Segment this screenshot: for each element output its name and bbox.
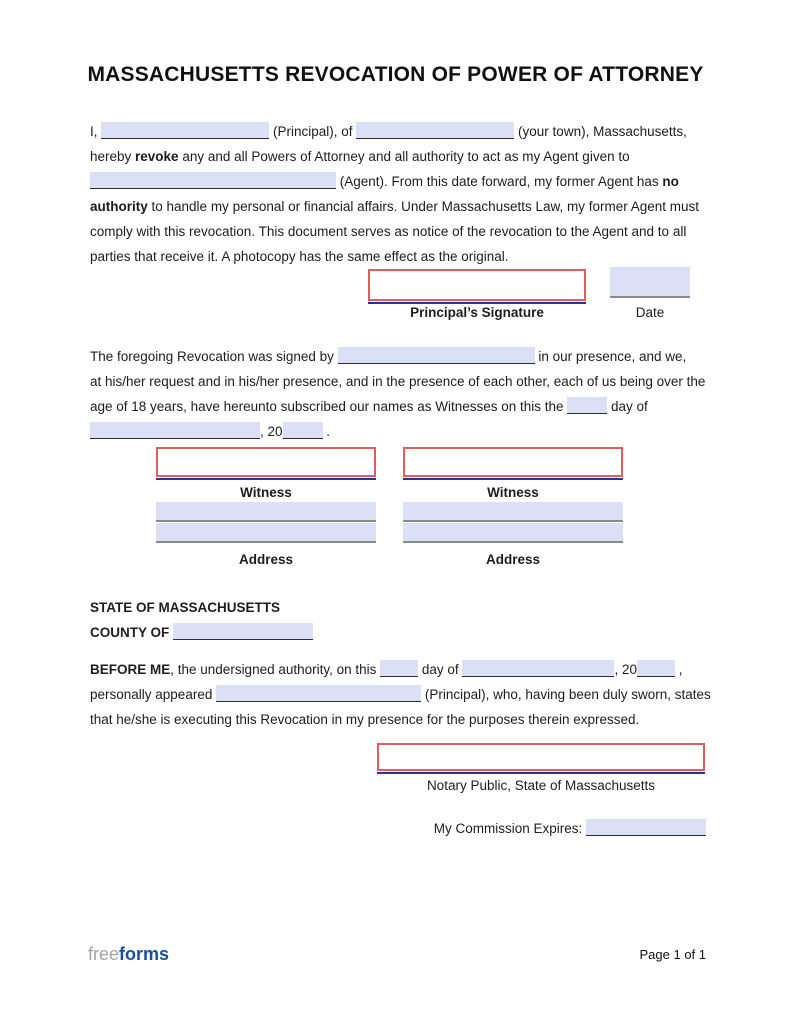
p3-line3: that he/she is executing this Revocation in my presence for the purposes therein expressed. <box>90 712 640 727</box>
witness-month-field[interactable] <box>90 422 260 439</box>
p1-text: (Principal), of <box>269 124 357 139</box>
p2-line4 <box>90 419 705 444</box>
witness2-label: Witness <box>487 485 539 500</box>
p1-line3 <box>90 169 699 194</box>
p2-line2: at his/her request and in his/her presence, and in the presence of each other, each of us being over the <box>90 374 706 389</box>
p3-text: day of <box>418 662 463 677</box>
county-field[interactable] <box>173 623 313 640</box>
p2-text: age of 18 years, have hereunto subscribed our names as Witnesses on this the <box>90 399 568 414</box>
p1-text: to handle my personal or financial affairs. Under Massachusetts Law, my former Agent must <box>147 199 700 214</box>
notary-public-label: Notary Public, State of Massachusetts <box>426 778 656 793</box>
witness1-address-label: Address <box>238 552 294 567</box>
p1-text: any and all Powers of Attorney and all authority to act as my Agent given to <box>178 149 630 164</box>
witness1-label: Witness <box>240 485 292 500</box>
p1-revoke-bold: revoke <box>135 149 179 164</box>
witness1-signature-field[interactable] <box>156 447 376 477</box>
principal-town-field[interactable] <box>356 122 514 139</box>
witness1-address-field-1[interactable] <box>156 502 376 522</box>
freeforms-logo <box>88 944 169 965</box>
witness2-address-field-1[interactable] <box>403 502 623 522</box>
witness2-signature-field[interactable] <box>403 447 623 477</box>
county-line <box>90 620 313 645</box>
p1-line2 <box>90 144 699 169</box>
p2-text: The foregoing Revocation was signed by <box>90 349 338 364</box>
p1-no-bold: no <box>662 174 679 189</box>
p2-text: day of <box>607 399 648 414</box>
p2-text: . <box>322 424 331 439</box>
p2-text: in our presence, and we, <box>534 349 687 364</box>
p3-text: personally appeared <box>90 687 217 702</box>
p2-line1 <box>90 344 705 369</box>
p1-text: (your town), Massachusetts, <box>514 124 687 139</box>
p3-text: , <box>674 662 683 677</box>
witness2-address-field-2[interactable] <box>403 523 623 543</box>
p1-authority-bold: authority <box>90 199 148 214</box>
p2-text: , 20 <box>260 424 283 439</box>
date-field[interactable] <box>610 267 690 298</box>
notary-day-field[interactable] <box>380 660 418 677</box>
commission-expires-label: My Commission Expires: <box>433 821 586 836</box>
commission-expires-field[interactable] <box>586 819 706 836</box>
witness-day-field[interactable] <box>567 397 607 414</box>
notary-month-field[interactable] <box>462 660 614 677</box>
p2-line3 <box>90 394 705 419</box>
p1-line4 <box>90 194 699 219</box>
p3-text: (Principal), who, having been duly sworn, states <box>421 687 711 702</box>
witness-year-field[interactable] <box>283 422 323 439</box>
principal-signature-underline <box>368 269 586 304</box>
page-number: Page 1 of 1 <box>639 947 706 962</box>
p3-text: , 20 <box>614 662 637 677</box>
witness1-address-field-2[interactable] <box>156 523 376 543</box>
paragraph-witnesses <box>90 344 705 444</box>
p3-line2 <box>90 682 711 707</box>
p1-line6: parties that receive it. A photocopy has the same effect as the original. <box>90 249 509 264</box>
page-title: MASSACHUSETTS REVOCATION OF POWER OF ATTORNEY <box>87 63 704 86</box>
principal-signature-label: Principal’s Signature <box>410 305 544 320</box>
paragraph-notary <box>90 657 711 732</box>
state-county-block <box>90 595 313 645</box>
witness1-signature-underline <box>156 447 376 480</box>
notary-year-field[interactable] <box>637 660 675 677</box>
p1-text: I, <box>90 124 102 139</box>
date-label: Date <box>635 305 665 320</box>
notary-signature-underline <box>377 743 705 774</box>
p1-line1 <box>90 119 699 144</box>
notary-principal-name-field[interactable] <box>216 685 421 702</box>
p1-text: (Agent). From this date forward, my former Agent has <box>336 174 663 189</box>
state-line: STATE OF MASSACHUSETTS <box>90 600 281 615</box>
p1-line5: comply with this revocation. This document serves as notice of the revocation to the Agent and to all <box>90 224 687 239</box>
county-text: COUNTY OF <box>90 625 174 640</box>
before-me-bold: BEFORE ME <box>90 662 171 677</box>
witness2-signature-underline <box>403 447 623 480</box>
brand-free-text: free <box>88 944 120 964</box>
witness2-address-label: Address <box>485 552 541 567</box>
p3-text: , the undersigned authority, on this <box>170 662 381 677</box>
p3-line1 <box>90 657 711 682</box>
notary-signature-field[interactable] <box>377 743 705 771</box>
commission-expires-line <box>434 818 706 840</box>
principal-signature-field[interactable] <box>368 269 586 301</box>
principal-name-field[interactable] <box>101 122 269 139</box>
paragraph-revocation <box>90 119 699 269</box>
agent-name-field[interactable] <box>90 172 336 189</box>
p1-text: hereby <box>90 149 136 164</box>
signed-by-name-field[interactable] <box>338 347 535 364</box>
brand-forms-text: forms <box>119 944 170 964</box>
